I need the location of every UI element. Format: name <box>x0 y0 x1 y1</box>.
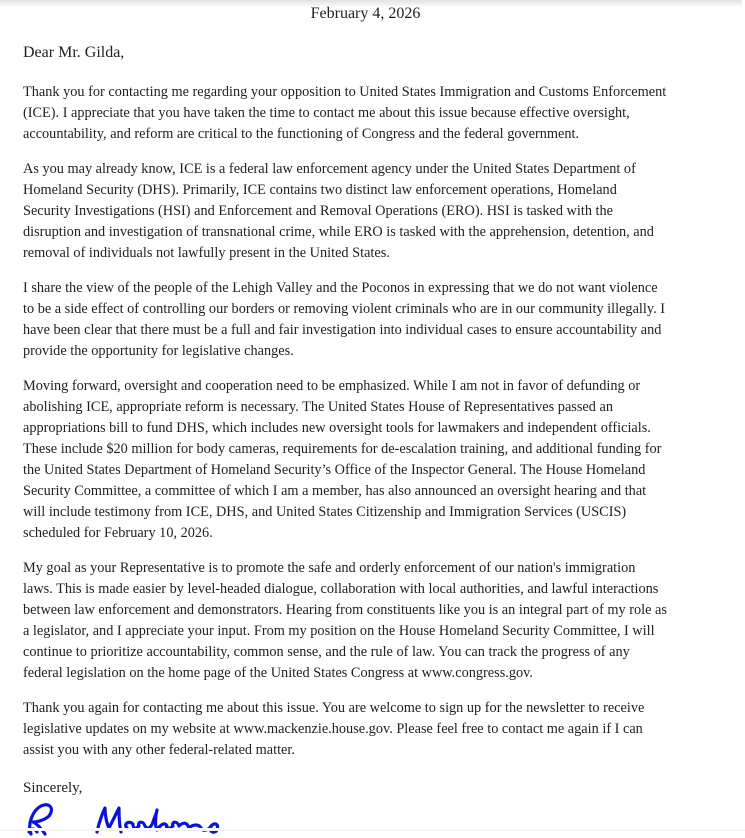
salutation: Dear Mr. Gilda, <box>23 44 125 61</box>
closing: Sincerely, <box>23 780 83 796</box>
paragraph: Thank you again for contacting me about this issue. You are welcome to sign up for the newsletter to receive legislative updates on my website at www.mackenzie.house.gov. Please feel free to contact me again if I can assist you with any other federal-related matter. <box>23 700 645 758</box>
paragraph: I share the view of the people of the Lehigh Valley and the Poconos in expressing that we do not want violence to be a side effect of controlling our borders or removing violent criminals who are in our community illegally. I have been clear that there must be a full and fair investigation into individual cases to ensure accountability and provide the opportunity for legislative changes. <box>23 280 665 359</box>
letter-date: February 4, 2026 <box>310 5 421 22</box>
paragraph: My goal as your Representative is to promote the safe and orderly enforcement of our nation's immigration laws. This is made easier by level-headed dialogue, collaboration with local authorities, and lawful interactions between law enforcement and demonstrators. Hearing from constituents like you is an integral part of my role as a legislator, and I appreciate your input. From my position on the House Homeland Security Committee, I will continue to prioritize accountability, common sense, and the rule of law. You can track the progress of any federal legislation on the home page of the United States Congress at www.congress.gov. <box>23 560 667 681</box>
paragraph: As you may already know, ICE is a federal law enforcement agency under the United States Department of Homeland Security (DHS). Primarily, ICE contains two distinct law enforcement operations, Homeland Security Investigations (HSI) and Enforcement and Removal Operations (ERO). HSI is tasked with the disruption and investigation of transnational crime, while ERO is tasked with the apprehension, detention, and removal of individuals not lawfully present in the United States. <box>23 161 654 261</box>
paragraph: Moving forward, oversight and cooperation need to be emphasized. While I am not in favor of defunding or abolishing ICE, appropriate reform is necessary. The United States House of Representatives passed an appropriations bill to fund DHS, which includes new oversight tools for lawmakers and independent officials. These include $20 million for body cameras, requirements for de-escalation training, and additional funding for the United States Department of Homeland Security’s Office of the Inspector General. The House Homeland Security Committee, a committee of which I am a member, has also announced an oversight hearing and that will include testimony from ICE, DHS, and United States Citizenship and Immigration Services (USCIS) scheduled for February 10, 2026. <box>23 378 662 541</box>
signature-icon <box>23 798 253 838</box>
paragraph: Thank you for contacting me regarding your opposition to United States Immigration and Customs Enforcement (ICE). I appreciate that you have taken the time to contact me about this issue because effective oversight, accountability, and reform are critical to the functioning of Congress and the federal government. <box>23 84 667 142</box>
